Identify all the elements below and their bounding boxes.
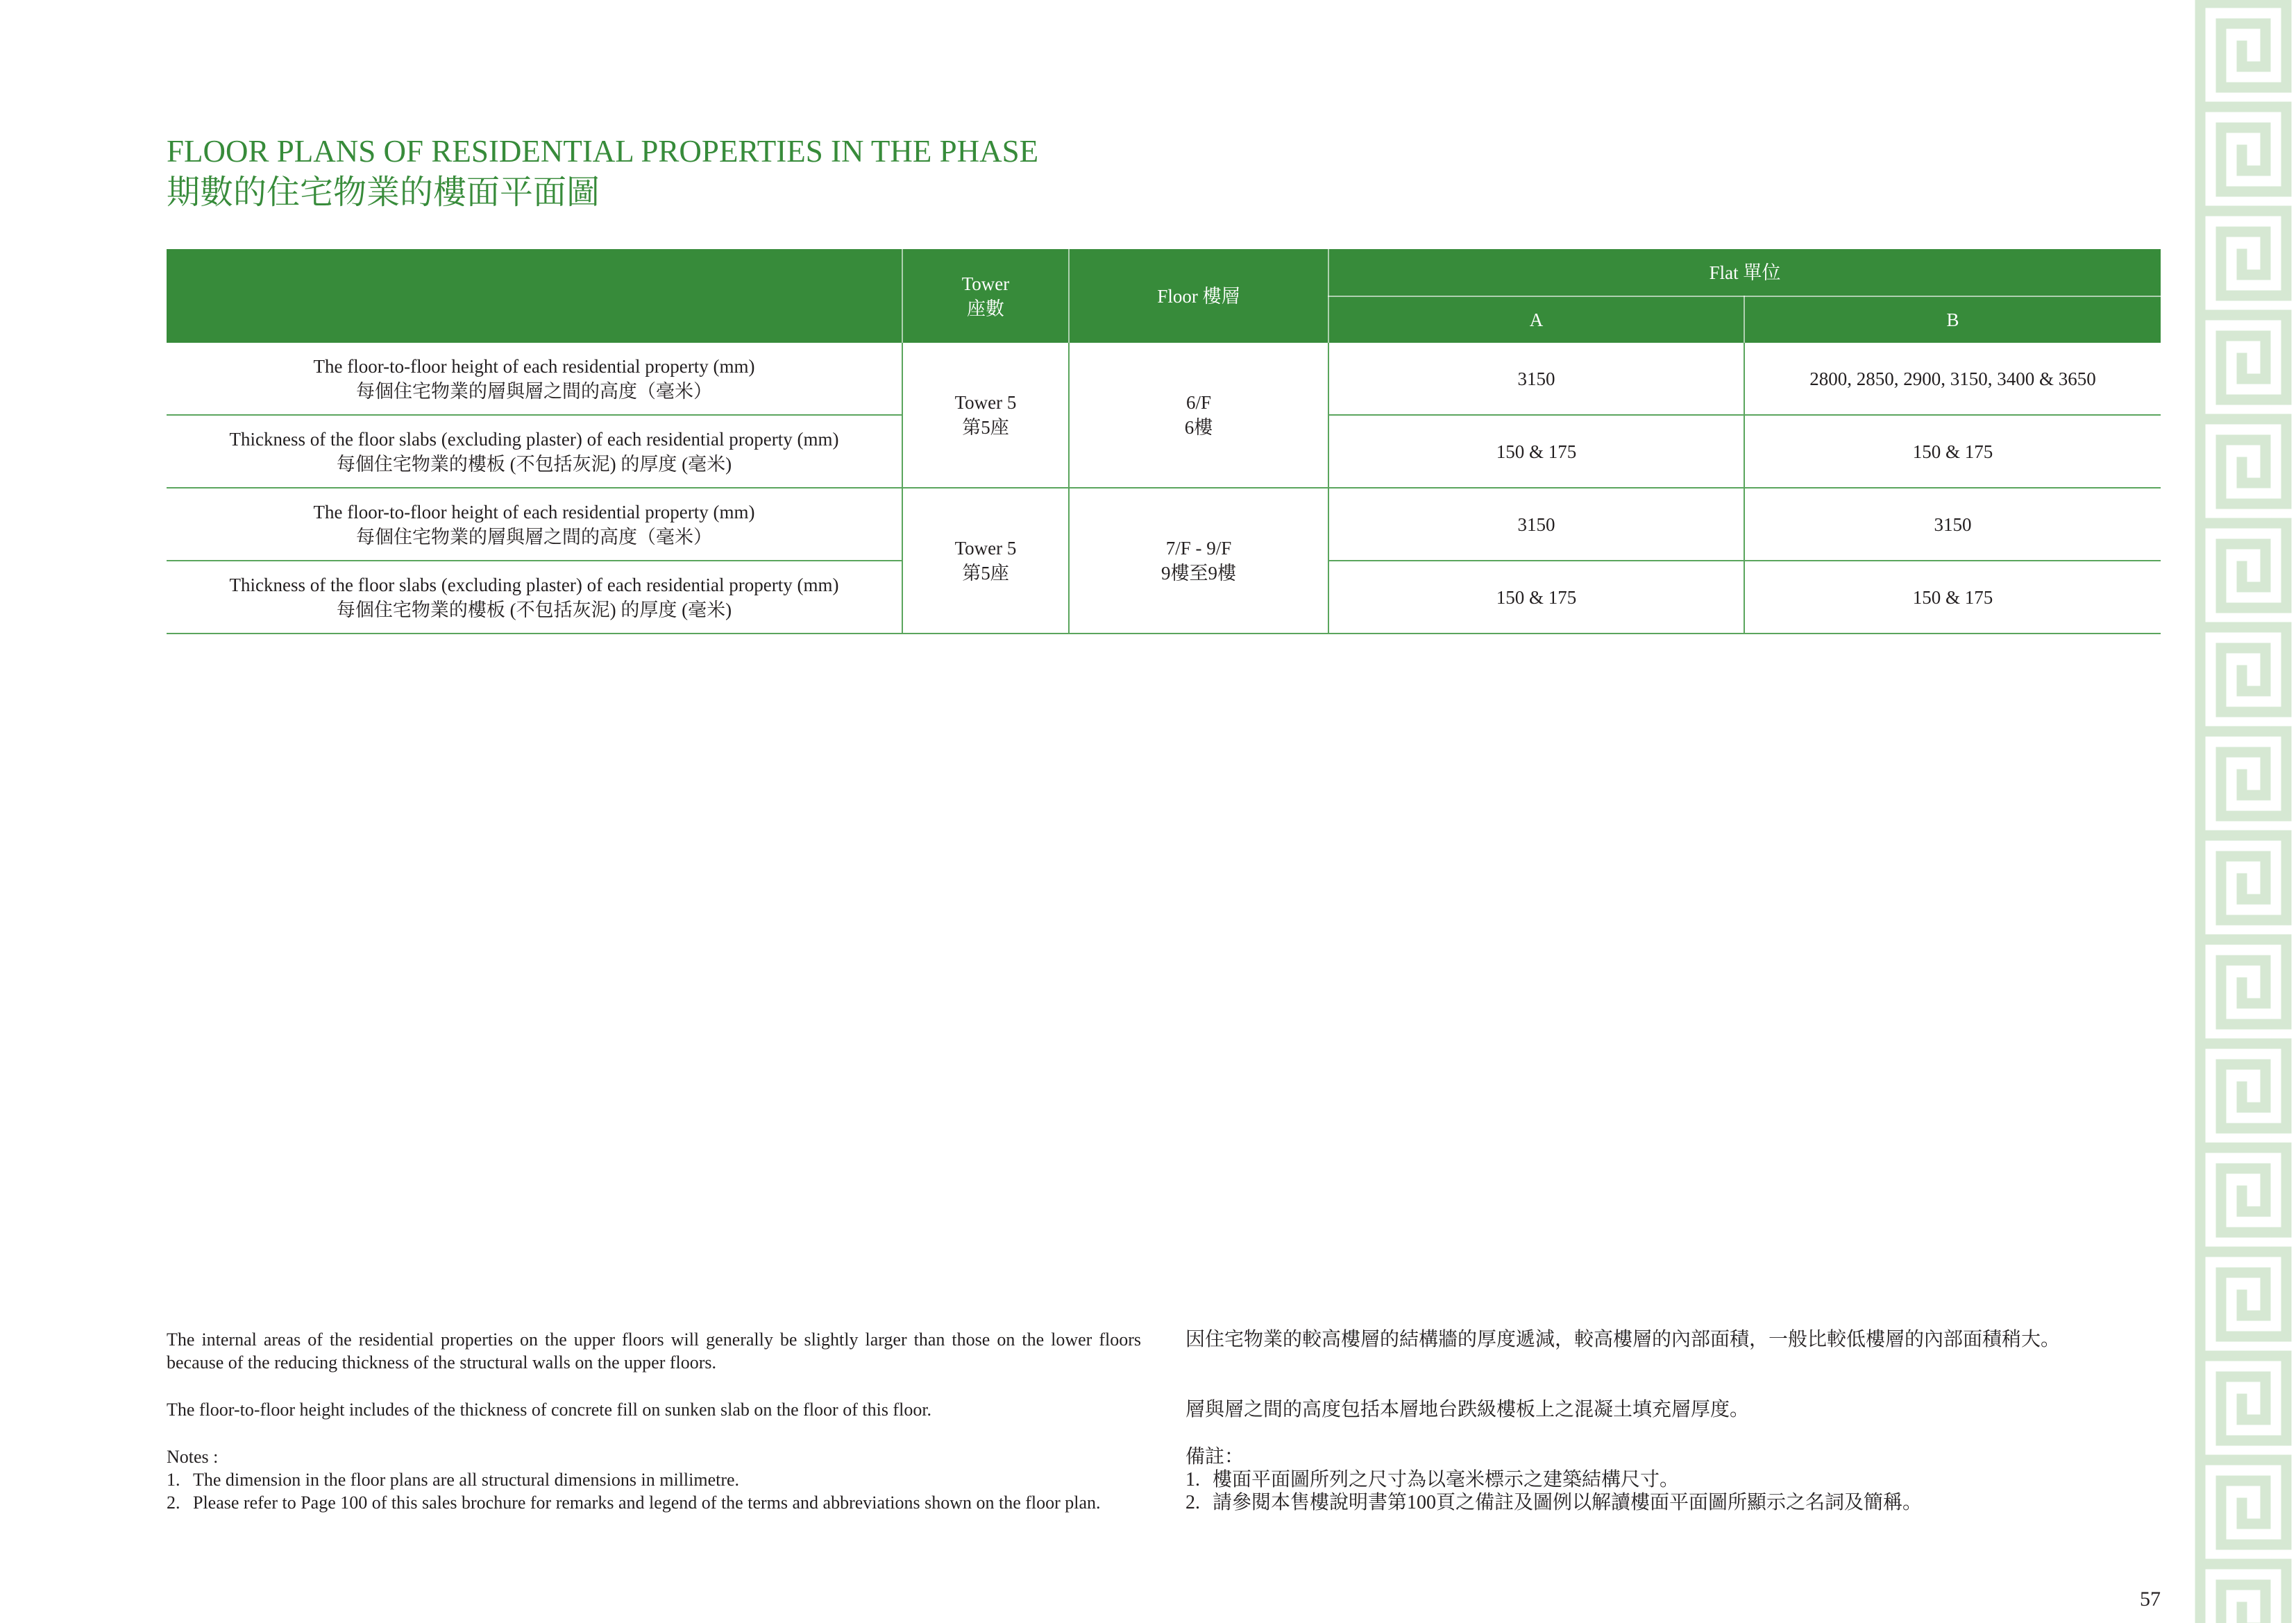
greek-key-unit — [2200, 1554, 2286, 1623]
greek-key-unit — [2200, 409, 2286, 513]
floor-height-slab-table — [167, 249, 2161, 634]
row-label-zh: 每個住宅物業的層與層之間的高度（毫米） — [356, 380, 712, 402]
flat-b-value: 150 & 175 — [1744, 415, 2161, 488]
table-header — [167, 249, 2161, 343]
greek-key-unit — [2200, 1138, 2286, 1242]
note-list-item — [167, 1468, 1141, 1491]
header-tower — [902, 249, 1069, 343]
floor-en: 7/F - 9/F — [1165, 538, 1232, 559]
row-label-en: Thickness of the floor slabs (excluding plaster) of each residential property (mm) — [229, 574, 839, 595]
header-floor: Floor 樓層 — [1069, 249, 1328, 343]
header-flat-a: A — [1328, 296, 1744, 343]
greek-key-border — [2192, 0, 2296, 1623]
row-label-zh: 每個住宅物業的樓板 (不包括灰泥) 的厚度 (毫米) — [336, 599, 732, 620]
note-list-item — [1185, 1468, 2161, 1491]
tower-en: Tower 5 — [954, 538, 1017, 559]
note-paragraph-floor-height: The floor-to-floor height includes of the thickness of concrete fill on sunken slab on the floor of this floor. — [167, 1400, 932, 1420]
note-number: 1. — [167, 1470, 180, 1490]
flat-a-value: 3150 — [1328, 488, 1744, 561]
row-label — [167, 343, 902, 415]
tower-cell — [902, 343, 1069, 488]
greek-key-unit — [2200, 722, 2286, 826]
greek-key-unit — [2200, 1034, 2286, 1138]
header-flat-b: B — [1744, 296, 2161, 343]
note-paragraph-internal-areas: The internal areas of the residential properties on the upper floors will generally be slightly larger than those on the lower floors because of the reducing thickness of the structural walls on the upper floors. — [167, 1329, 1141, 1373]
floor-en: 6/F — [1185, 392, 1212, 413]
note-list-item — [1185, 1491, 2161, 1514]
note-number: 2. — [1185, 1492, 1200, 1513]
table-row — [167, 488, 2161, 561]
page-title-zh: 期數的住宅物業的樓面平面圖 — [167, 174, 600, 211]
greek-key-unit — [2200, 618, 2286, 722]
header-blank-cell — [167, 249, 902, 343]
tower-cell — [902, 488, 1069, 634]
notes-english — [167, 1328, 1141, 1514]
flat-b-value: 150 & 175 — [1744, 561, 2161, 634]
row-label-en: Thickness of the floor slabs (excluding plaster) of each residential property (mm) — [229, 428, 839, 450]
row-label — [167, 415, 902, 488]
greek-key-unit — [2200, 513, 2286, 618]
table-body — [167, 343, 2161, 634]
floor-zh: 6樓 — [1184, 417, 1213, 438]
row-label-en: The floor-to-floor height of each residential property (mm) — [313, 355, 755, 377]
flat-b-value: 2800, 2850, 2900, 3150, 3400 & 3650 — [1744, 343, 2161, 415]
table-row — [167, 343, 2161, 415]
floor-cell — [1069, 343, 1328, 488]
page-number: 57 — [2140, 1588, 2161, 1611]
note-text: 請參閱本售樓說明書第100頁之備註及圖例以解讀樓面平面圖所顯示之名詞及簡稱。 — [1213, 1492, 1923, 1513]
greek-key-unit — [2200, 1242, 2286, 1346]
greek-key-unit — [2200, 0, 2286, 97]
note-list-item — [167, 1491, 1141, 1514]
note-paragraph-internal-areas-zh: 因住宅物業的較高樓層的結構牆的厚度遞減，較高樓層的內部面積，一般比較低樓層的內部面積稍大。 — [1185, 1329, 2061, 1350]
flat-b-value: 3150 — [1744, 488, 2161, 561]
notes-label-zh: 備註： — [1185, 1446, 1244, 1468]
flat-a-value: 3150 — [1328, 343, 1744, 415]
note-paragraph-floor-height-zh: 層與層之間的高度包括本層地台跌級樓板上之混凝土填充層厚度。 — [1185, 1399, 1750, 1420]
note-text: 樓面平面圖所列之尺寸為以毫米標示之建築結構尺寸。 — [1213, 1469, 1680, 1490]
tower-zh: 第5座 — [962, 417, 1009, 438]
greek-key-unit — [2200, 826, 2286, 930]
floor-zh: 9樓至9樓 — [1161, 563, 1236, 584]
note-number: 2. — [167, 1493, 180, 1513]
header-flat: Flat 單位 — [1328, 249, 2161, 296]
row-label-en: The floor-to-floor height of each residential property (mm) — [313, 501, 755, 522]
note-text: The dimension in the floor plans are all structural dimensions in millimetre. — [193, 1470, 740, 1490]
floor-cell — [1069, 488, 1328, 634]
greek-key-unit — [2200, 930, 2286, 1034]
note-number: 1. — [1185, 1469, 1200, 1490]
header-tower-en: Tower — [961, 273, 1010, 294]
greek-key-unit — [2200, 1346, 2286, 1450]
page-title-en: FLOOR PLANS OF RESIDENTIAL PROPERTIES IN THE PHASE — [167, 134, 1039, 169]
tower-zh: 第5座 — [962, 563, 1009, 584]
row-label — [167, 488, 902, 561]
row-label-zh: 每個住宅物業的層與層之間的高度（毫米） — [356, 526, 712, 547]
tower-en: Tower 5 — [954, 392, 1017, 413]
row-label-zh: 每個住宅物業的樓板 (不包括灰泥) 的厚度 (毫米) — [336, 453, 732, 475]
greek-key-unit — [2200, 97, 2286, 201]
greek-key-unit — [2200, 305, 2286, 409]
flat-a-value: 150 & 175 — [1328, 561, 1744, 634]
flat-a-value: 150 & 175 — [1328, 415, 1744, 488]
notes-chinese — [1185, 1328, 2161, 1514]
header-row — [167, 249, 2161, 296]
greek-key-unit — [2200, 1450, 2286, 1554]
header-tower-zh: 座數 — [967, 298, 1004, 319]
greek-key-unit — [2200, 201, 2286, 305]
row-label — [167, 561, 902, 634]
notes-label: Notes : — [167, 1447, 219, 1467]
note-text: Please refer to Page 100 of this sales brochure for remarks and legend of the terms and abbreviations shown on the floor plan. — [193, 1493, 1101, 1513]
